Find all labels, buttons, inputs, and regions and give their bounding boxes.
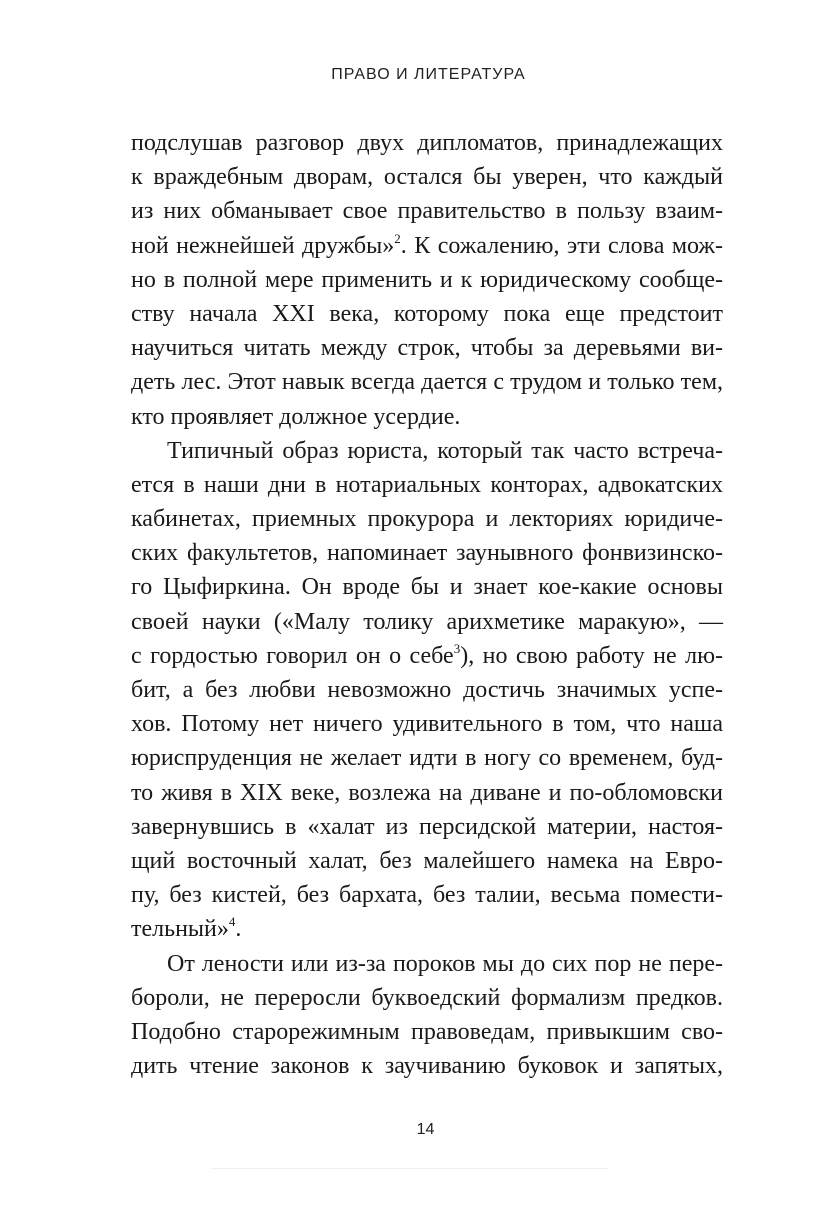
text-line: научиться читать между строк, чтобы за деревьями ви- [131,335,723,362]
text-line: Подобно старорежимным правоведам, привыкшим сво- [131,1018,723,1045]
text-line: завернувшись в «халат из персидской материи, настоя- [131,813,723,840]
text-line: бит, а без любви невозможно достичь значимых успе- [131,677,723,703]
footer-divider [211,1168,609,1169]
text-line: подслушав разговор двух дипломатов, принадлежащих [131,130,723,156]
text-line: ной нежнейшей дружбы»$^2$. К сожалению, эти слова мож- [131,230,723,259]
text-line: ется в наши дни в нотариальных конторах, адвокатских [131,471,723,498]
footnote-ref-2[interactable]: 2 [394,230,401,246]
text-line: из них обманывает свое правительство в пользу взаим- [131,198,723,225]
text-line: кто проявляет должное усердие. [131,403,461,430]
text-line: От лености или из-за пороков мы до сих пор не пере- [167,950,723,977]
text-line: юриспруденция не желает идти в ногу со временем, буд- [131,745,723,772]
text-line: пу, без кистей, без бархата, без талии, весьма помести- [131,882,723,909]
text-line: бороли, не переросли буквоедский формализм предков. [131,984,723,1011]
text-line: ских факультетов, напоминает заунывного фонвизинско- [131,540,723,567]
text-line: щий восточный халат, без малейшего намека на Евро- [131,847,723,874]
footnote-ref-3[interactable]: 3 [453,640,461,656]
text-line: тельный»$^4$. [131,914,242,943]
running-head: ПРАВО И ЛИТЕРАТУРА [331,66,526,83]
text-line: но в полной мере применить и к юридическому сообще- [131,266,723,293]
text-line: Типичный образ юриста, который так часто встреча- [167,437,723,464]
text-line: к враждебным дворам, остался бы уверен, что каждый [131,164,723,191]
text-line: го Цыфиркина. Он вроде бы и знает кое-какие основы [131,574,723,601]
text-line: деть лес. Этот навык всегда дается с трудом и только тем, [131,369,723,396]
text-line: ству начала XXI века, которому пока еще предстоит [131,300,723,327]
footnote-ref-4[interactable]: 4 [228,914,236,930]
page-number: 14 [416,1121,435,1138]
body-text [131,126,723,1083]
text-line: то живя в XIX веке, возлежа на диване и по-обломовски [131,779,723,806]
text-line: своей науки («Малу толику арихметике маракую», — [131,608,723,635]
text-line: с гордостью говорил он о себе$^3$), но свою работу не лю- [131,640,723,669]
text-line: кабинетах, приемных прокурора и лекториях юридиче- [131,506,723,533]
text-line: дить чтение законов к заучиванию буковок и запятых, [131,1053,723,1080]
text-line: хов. Потому нет ничего удивительного в том, что наша [131,711,723,738]
